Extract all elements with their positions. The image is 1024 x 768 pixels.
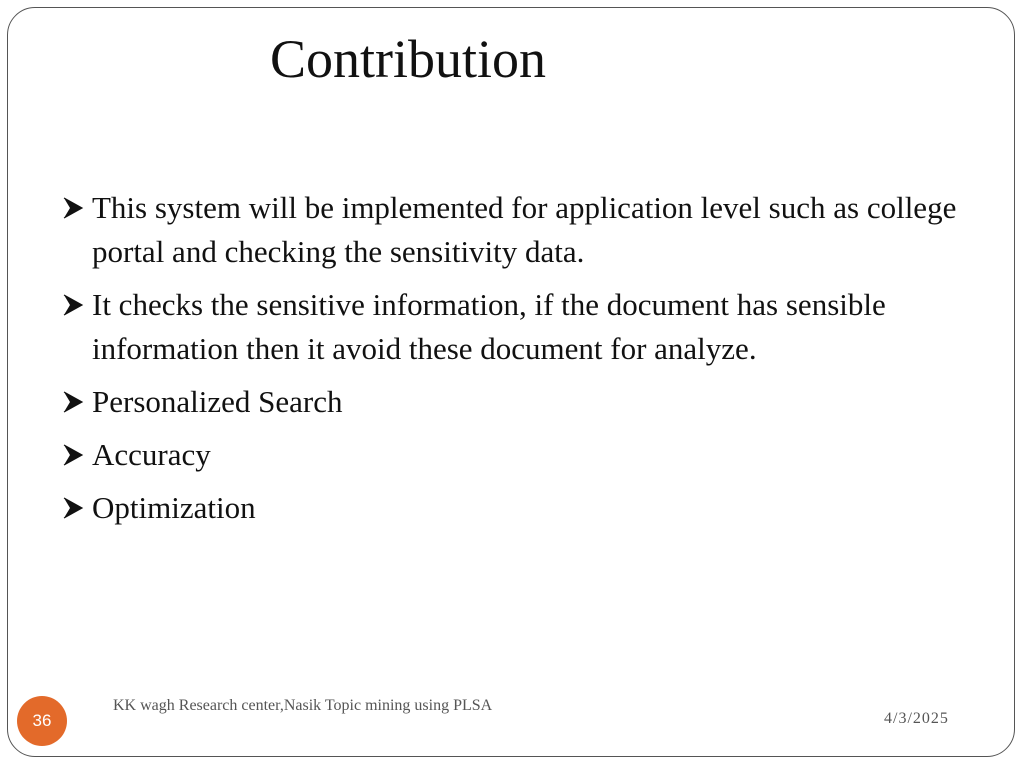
bullet-item — [60, 283, 960, 371]
bullet-text: Personalized Search — [92, 384, 343, 419]
footer-text: KK wagh Research center,Nasik Topic mining using PLSA — [113, 697, 493, 714]
arrow-bullet-icon — [62, 496, 84, 520]
bullet-text: Optimization — [92, 490, 256, 525]
bullet-item — [60, 186, 960, 274]
bullet-text: It checks the sensitive information, if the document has sensible information then it avoid these document for analyze. — [92, 287, 886, 366]
bullet-item — [60, 380, 960, 424]
page-number-badge: 36 — [17, 696, 67, 746]
bullet-item — [60, 433, 960, 477]
bullet-list — [60, 186, 960, 539]
bullet-text: Accuracy — [92, 437, 211, 472]
arrow-bullet-icon — [62, 443, 84, 467]
footer-date: 4/3/2025 — [884, 710, 949, 727]
arrow-bullet-icon — [62, 293, 84, 317]
bullet-text: This system will be implemented for application level such as college portal and checking the sensitivity data. — [92, 190, 957, 269]
arrow-bullet-icon — [62, 390, 84, 414]
arrow-bullet-icon — [62, 196, 84, 220]
slide-title: Contribution — [270, 29, 547, 89]
bullet-item — [60, 486, 960, 530]
